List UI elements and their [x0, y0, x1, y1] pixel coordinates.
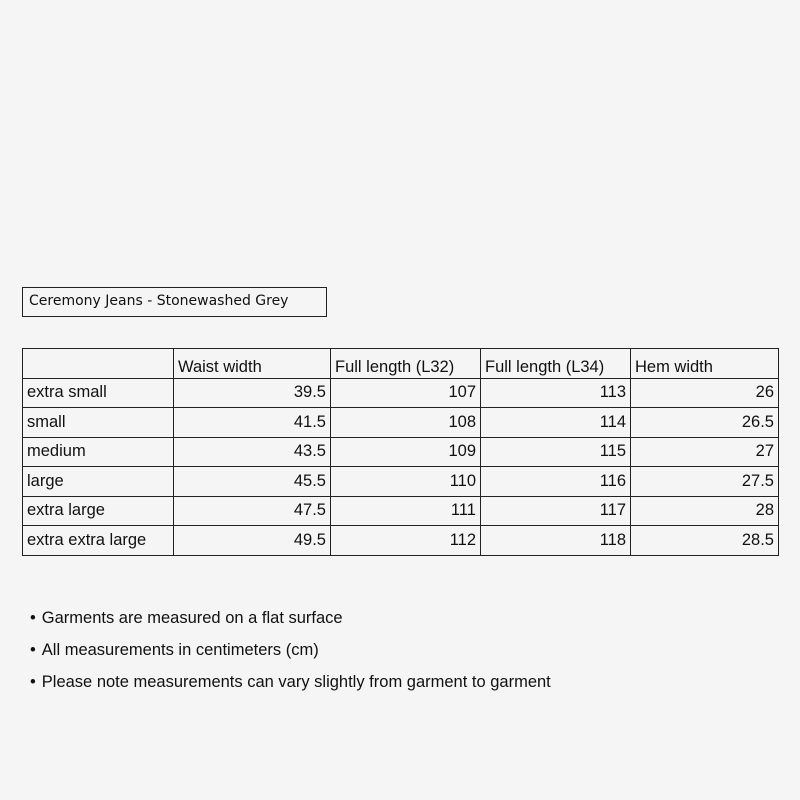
waist-width-value: 39.5: [174, 378, 331, 408]
note-text: All measurements in centimeters (cm): [41, 641, 319, 659]
table-row: [23, 526, 779, 556]
hem-width-value: 26: [631, 378, 779, 408]
product-title: Ceremony Jeans - Stonewashed Grey: [22, 287, 327, 317]
full-length-l34-value: 116: [481, 467, 631, 497]
header-empty-cell: [23, 349, 174, 379]
waist-width-value: 41.5: [174, 408, 331, 438]
full-length-l32-value: 108: [331, 408, 481, 438]
hem-width-value: 28.5: [631, 526, 779, 556]
waist-width-value: 45.5: [174, 467, 331, 497]
full-length-l32-value: 110: [331, 467, 481, 497]
note-item: [30, 638, 551, 670]
size-label: large: [23, 467, 174, 497]
table-row: [23, 378, 779, 408]
table-header-row: [23, 349, 779, 379]
header-waist-width: Waist width: [174, 349, 331, 379]
hem-width-value: 27.5: [631, 467, 779, 497]
full-length-l32-value: 107: [331, 378, 481, 408]
size-label: extra extra large: [23, 526, 174, 556]
header-hem-width: Hem width: [631, 349, 779, 379]
full-length-l34-value: 117: [481, 496, 631, 526]
hem-width-value: 27: [631, 437, 779, 467]
full-length-l32-value: 112: [331, 526, 481, 556]
note-item: [30, 670, 551, 702]
measurement-notes: [30, 606, 551, 702]
waist-width-value: 49.5: [174, 526, 331, 556]
table-row: [23, 496, 779, 526]
bullet-point: •: [30, 609, 36, 627]
bullet-point: •: [30, 641, 36, 659]
size-chart-table: [22, 348, 779, 556]
waist-width-value: 43.5: [174, 437, 331, 467]
hem-width-value: 26.5: [631, 408, 779, 438]
waist-width-value: 47.5: [174, 496, 331, 526]
full-length-l34-value: 118: [481, 526, 631, 556]
full-length-l32-value: 109: [331, 437, 481, 467]
full-length-l34-value: 115: [481, 437, 631, 467]
size-label: extra large: [23, 496, 174, 526]
size-label: small: [23, 408, 174, 438]
header-full-length-l32: Full length (L32): [331, 349, 481, 379]
hem-width-value: 28: [631, 496, 779, 526]
bullet-point: •: [30, 673, 36, 691]
note-item: [30, 606, 551, 638]
full-length-l34-value: 113: [481, 378, 631, 408]
table-row: [23, 467, 779, 497]
note-text: Garments are measured on a flat surface: [41, 609, 343, 627]
header-full-length-l34: Full length (L34): [481, 349, 631, 379]
full-length-l32-value: 111: [331, 496, 481, 526]
size-label: extra small: [23, 378, 174, 408]
table-row: [23, 408, 779, 438]
size-label: medium: [23, 437, 174, 467]
note-text: Please note measurements can vary slightly from garment to garment: [41, 673, 551, 691]
full-length-l34-value: 114: [481, 408, 631, 438]
table-row: [23, 437, 779, 467]
